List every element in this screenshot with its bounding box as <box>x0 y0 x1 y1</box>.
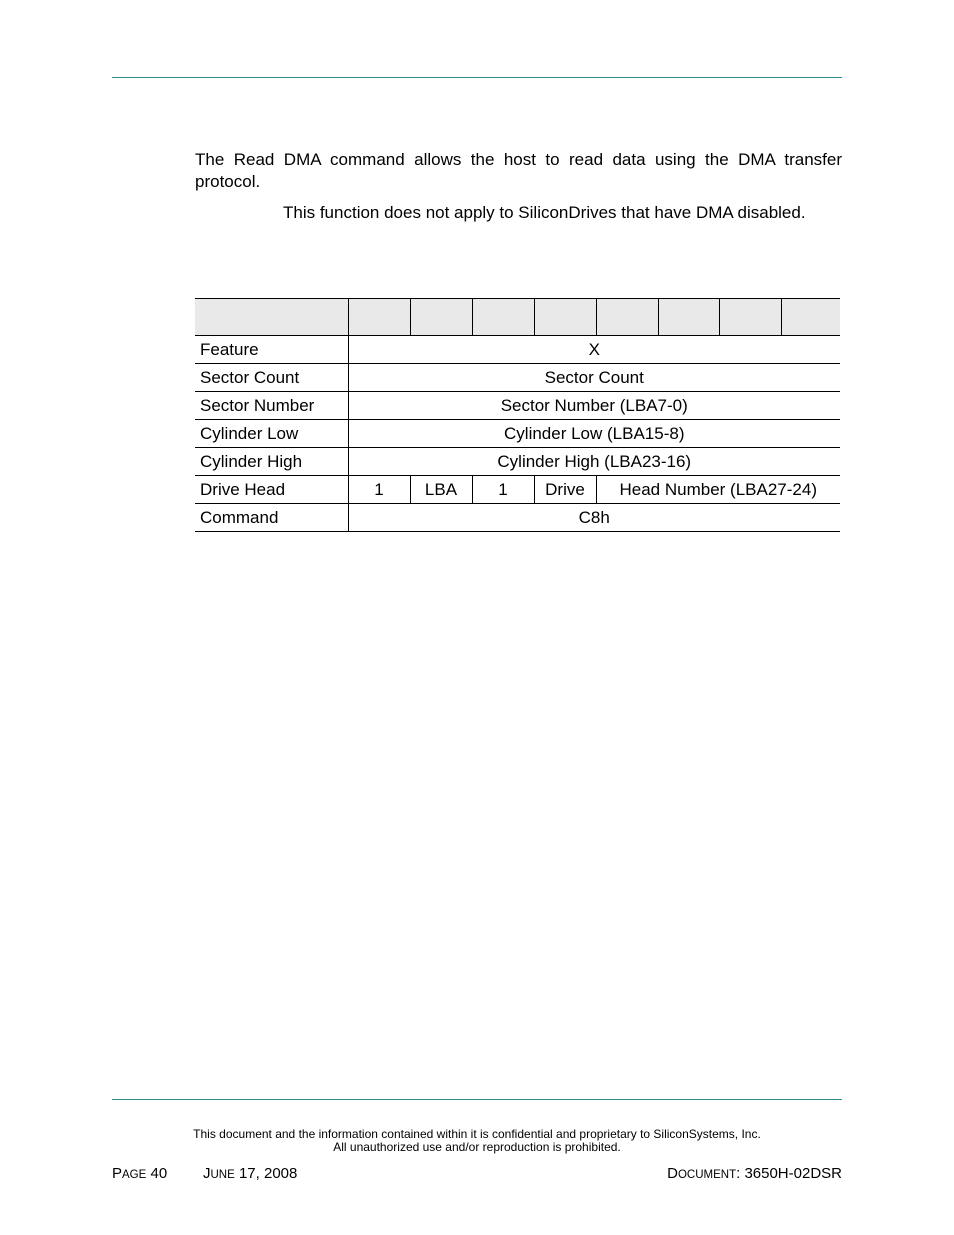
register-value: Sector Number (LBA7-0) <box>348 392 840 420</box>
body-paragraph: The Read DMA command allows the host to read data using the DMA transfer protocol. <box>195 150 842 191</box>
footer-rule <box>112 1099 842 1100</box>
table-row <box>195 392 840 420</box>
note-paragraph: This function does not apply to SiliconDrives that have DMA disabled. <box>283 203 806 222</box>
header-cell <box>719 299 781 336</box>
header-rule <box>112 77 842 78</box>
bit-5-value: 1 <box>472 476 534 504</box>
document-date: JUNE 17, 2008 <box>203 1165 298 1182</box>
head-number-value: Head Number (LBA27-24) <box>596 476 840 504</box>
confidentiality-line-1: This document and the information contained within it is confidential and proprietary to SiliconSystems, Inc. <box>193 1127 761 1141</box>
header-cell <box>596 299 658 336</box>
bit-7-value: 1 <box>348 476 410 504</box>
register-value: X <box>348 336 840 364</box>
table-row <box>195 364 840 392</box>
register-value: C8h <box>348 504 840 532</box>
header-cell <box>781 299 840 336</box>
confidentiality-line-2: All unauthorized use and/or reproduction is prohibited. <box>333 1140 621 1154</box>
header-cell <box>410 299 472 336</box>
register-name: Sector Number <box>195 392 348 420</box>
header-cell <box>472 299 534 336</box>
register-value: Sector Count <box>348 364 840 392</box>
header-cell <box>658 299 719 336</box>
header-cell <box>534 299 596 336</box>
table-row <box>195 336 840 364</box>
bit-6-value: LBA <box>410 476 472 504</box>
register-name: Drive Head <box>195 476 348 504</box>
register-name: Cylinder High <box>195 448 348 476</box>
table-row <box>195 448 840 476</box>
bit-4-value: Drive <box>534 476 596 504</box>
table-row <box>195 476 840 504</box>
register-value: Cylinder High (LBA23-16) <box>348 448 840 476</box>
table-row <box>195 420 840 448</box>
document-number: DOCUMENT: 3650H-02DSR <box>667 1165 842 1182</box>
header-cell <box>195 299 348 336</box>
register-table <box>195 298 840 532</box>
register-value: Cylinder Low (LBA15-8) <box>348 420 840 448</box>
table-row <box>195 504 840 532</box>
header-cell <box>348 299 410 336</box>
register-name: Command <box>195 504 348 532</box>
register-name: Feature <box>195 336 348 364</box>
register-table-header <box>195 299 840 336</box>
page-number: PAGE 40 <box>112 1165 168 1182</box>
register-name: Sector Count <box>195 364 348 392</box>
register-name: Cylinder Low <box>195 420 348 448</box>
confidentiality-notice <box>112 1128 842 1154</box>
